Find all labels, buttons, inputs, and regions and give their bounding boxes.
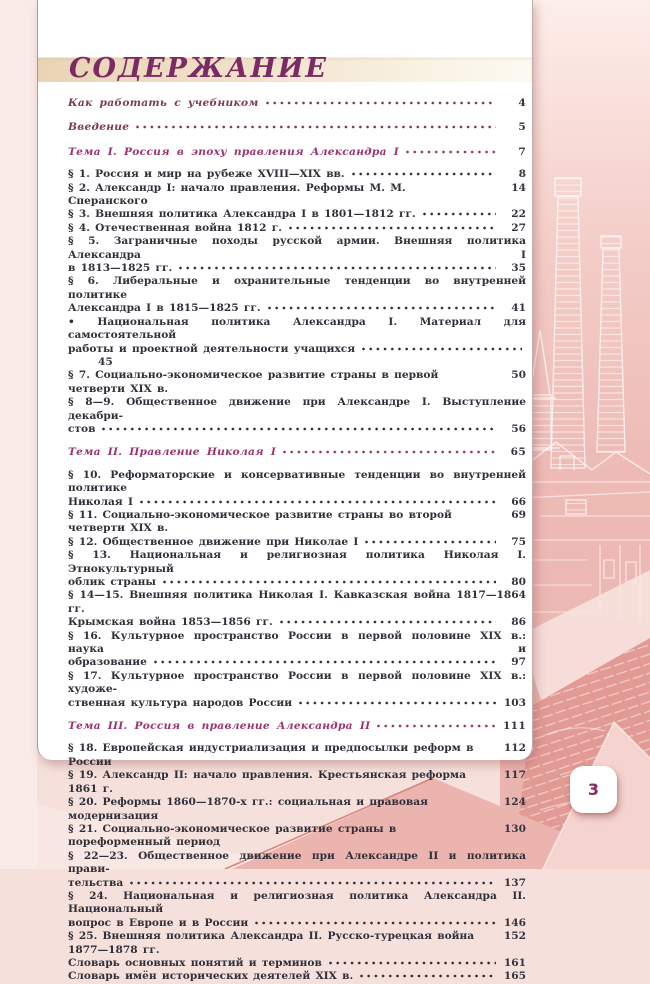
toc-entry <box>68 469 526 509</box>
toc-entry-title: Александра I в 1815—1825 гг. <box>68 302 261 315</box>
toc-entry-page: 137 <box>503 876 526 889</box>
dot-leader <box>102 425 496 432</box>
toc-entry <box>68 720 526 733</box>
toc-entry <box>68 549 526 589</box>
toc-entry-line: § 16. Культурное пространство России в первой половине XIX в.: наука и <box>68 629 526 656</box>
dot-leader <box>280 618 496 625</box>
toc-entry <box>68 121 526 134</box>
left-margin-strip <box>0 0 37 869</box>
toc-entry-page: 161 <box>503 956 526 969</box>
toc-entry-title: § 12. Общественное движение при Николае I <box>68 535 359 548</box>
toc-entry-title: образование <box>68 656 147 669</box>
toc-entry-page: 146 <box>503 916 526 929</box>
toc-entry-line: § 10. Реформаторские и консервативные тенденции во внутренней политике <box>68 468 526 495</box>
dot-leader <box>365 538 496 545</box>
toc-entry <box>68 850 526 890</box>
toc-entry <box>68 970 526 983</box>
toc-entry-page: 75 <box>511 535 526 548</box>
dot-leader <box>255 919 496 926</box>
toc-entry-line: • Национальная политика Александра I. Материал для самостоятельной <box>68 315 526 342</box>
contents-title: СОДЕРЖАНИЕ <box>69 53 328 84</box>
toc-entry-title: § 19. Александр II: начало правления. Крестьянская реформа 1861 г. <box>68 769 466 795</box>
toc-entry-page: 111 <box>502 720 526 733</box>
toc-entry-page: 152 <box>503 930 526 943</box>
toc-entry-page: 66 <box>511 495 526 508</box>
toc-entry-title: Тема III. Россия в правление Александра II <box>68 720 371 733</box>
dot-leader <box>283 448 496 455</box>
toc-entry <box>68 168 526 181</box>
dot-leader <box>377 722 496 729</box>
toc-entry-title: § 20. Реформы 1860—1870-х гг.: социальная и правовая модернизация <box>68 796 428 822</box>
toc-entry <box>68 670 526 710</box>
toc-entry-title: Тема II. Правление Николая I <box>68 446 277 459</box>
toc-entry-title: Словарь имён исторических деятелей XIX в. <box>68 970 354 983</box>
dot-leader <box>163 578 496 585</box>
toc-entry-title: работы и проектной деятельности учащихся <box>68 342 356 355</box>
toc-entry <box>68 275 526 315</box>
toc-entry-line: § 5. Заграничные походы русской армии. Внешняя политика Александра I <box>68 235 526 261</box>
toc-entry-page: 124 <box>503 796 526 809</box>
toc-entry-title: § 11. Социально-экономическое развитие страны во второй четверти XIX в. <box>68 508 452 535</box>
toc-entry <box>68 369 526 396</box>
toc-entry <box>68 630 526 670</box>
toc-entry-page: 80 <box>511 576 526 588</box>
toc-entry <box>68 97 526 110</box>
toc-entry-page: 56 <box>511 422 526 435</box>
toc-entry-title: § 7. Социально-экономическое развитие страны в первой четверти XIX в. <box>68 369 439 395</box>
dot-leader <box>406 148 496 155</box>
toc-entry-title: § 3. Внешняя политика Александра I в 1801—1812 гг. <box>68 208 416 221</box>
toc-entry-title: § 25. Внешняя политика Александра II. Русско-турецкая война 1877—1878 гг. <box>68 930 475 956</box>
toc-entry-page: 45 <box>98 355 113 368</box>
dot-leader <box>329 959 496 966</box>
toc-entry-title: вопрос в Европе и в России <box>68 916 249 929</box>
toc-entry-title: Словарь основных понятий и терминов <box>68 956 322 969</box>
toc-entry <box>68 316 526 370</box>
toc-entry <box>68 589 526 629</box>
dot-leader <box>362 345 522 352</box>
toc-entry <box>68 890 526 930</box>
dot-leader <box>360 972 496 979</box>
toc-entry-title: в 1813—1825 гг. <box>68 262 173 275</box>
toc-entry-title: Николая I <box>68 495 133 508</box>
toc-entry-page: 5 <box>518 121 526 134</box>
toc-entry-title: Тема I. Россия в эпоху правления Александра I <box>68 145 400 158</box>
toc-entry-line: § 13. Национальная и религиозная политика Николая I. Этнокультурный <box>68 549 526 575</box>
toc-list <box>38 97 532 984</box>
toc-entry-page: 165 <box>503 970 526 983</box>
toc-entry-line: § 14—15. Внешняя политика Николая I. Кавказская война 1817—1864 гг. <box>68 589 526 615</box>
dot-leader <box>136 123 496 130</box>
toc-entry <box>68 235 526 275</box>
toc-entry-line: § 8—9. Общественное движение при Александре I. Выступление декабри- <box>68 396 526 422</box>
dot-leader <box>268 304 496 311</box>
toc-entry <box>68 446 526 459</box>
dot-leader <box>289 224 496 231</box>
toc-entry-title: ственная культура народов России <box>68 696 293 709</box>
toc-entry-page: 97 <box>511 656 526 669</box>
toc-entry-page: 27 <box>511 221 526 234</box>
toc-entry-page: 112 <box>503 742 526 755</box>
dot-leader <box>130 879 496 886</box>
dot-leader <box>140 498 496 505</box>
toc-entry <box>68 742 526 769</box>
toc-entry-title: стов <box>68 422 96 435</box>
toc-entry-page: 41 <box>511 302 526 315</box>
toc-entry <box>68 769 526 796</box>
toc-entry-page: 117 <box>503 769 526 782</box>
dot-leader <box>352 170 496 177</box>
page-number-badge <box>570 766 617 813</box>
toc-entry-page: 103 <box>503 696 526 709</box>
dot-leader <box>299 699 496 706</box>
toc-entry-title: § 2. Александр I: начало правления. Реформы М. М. Сперанского <box>68 181 406 208</box>
toc-entry-line: § 22—23. Общественное движение при Александре II и политика прави- <box>68 849 526 876</box>
toc-entry-line: § 24. Национальная и религиозная политика Александра II. Национальный <box>68 889 526 916</box>
toc-entry-line: § 17. Культурное пространство России в первой половине XIX в.: художе- <box>68 669 526 696</box>
toc-entry <box>68 930 526 957</box>
toc-entry <box>68 823 526 850</box>
toc-entry <box>68 396 526 436</box>
toc-entry-page: 22 <box>511 208 526 221</box>
dot-leader <box>266 99 496 106</box>
toc-entry-page: 14 <box>511 181 526 194</box>
toc-entry-page: 65 <box>510 446 526 459</box>
toc-entry-title: § 21. Социально-экономическое развитие страны в пореформенный период <box>68 822 397 849</box>
toc-entry-title: § 18. Европейская индустриализация и предпосылки реформ в России <box>68 742 474 768</box>
toc-entry-title: § 1. Россия и мир на рубеже XVIII—XIX вв. <box>68 168 345 181</box>
toc-entry-page: 7 <box>518 145 526 158</box>
dot-leader <box>423 210 496 217</box>
dot-leader <box>154 658 496 665</box>
page-number: 3 <box>587 780 600 799</box>
toc-entry-title: § 4. Отечественная война 1812 г. <box>68 221 282 234</box>
toc-entry-page: 69 <box>511 508 526 521</box>
book-page <box>37 0 533 983</box>
dot-leader <box>179 264 496 271</box>
toc-entry <box>68 957 526 970</box>
toc-entry-page: 50 <box>511 369 526 382</box>
toc-entry-title: Как работать с учебником <box>68 97 259 109</box>
toc-entry <box>68 796 526 823</box>
toc-entry-title: Введение <box>68 121 130 134</box>
toc-entry-title: облик страны <box>68 576 157 588</box>
toc-entry-title: тельства <box>68 876 124 889</box>
toc-entry-page: 8 <box>518 168 526 181</box>
toc-entry-page: 130 <box>503 822 526 835</box>
toc-entry <box>68 182 526 209</box>
toc-entry-title: Крымская война 1853—1856 гг. <box>68 616 273 629</box>
toc-entry <box>68 536 526 549</box>
toc-entry <box>68 509 526 536</box>
toc-entry-page: 35 <box>511 262 526 275</box>
toc-entry-page: 4 <box>518 97 526 109</box>
toc-entry-line: § 6. Либеральные и охранительные тенденции во внутренней политике <box>68 275 526 301</box>
toc-entry <box>68 208 526 221</box>
contents-header-band <box>38 53 532 84</box>
toc-entry <box>68 222 526 235</box>
toc-entry <box>68 146 526 159</box>
toc-entry-page: 86 <box>511 616 526 629</box>
